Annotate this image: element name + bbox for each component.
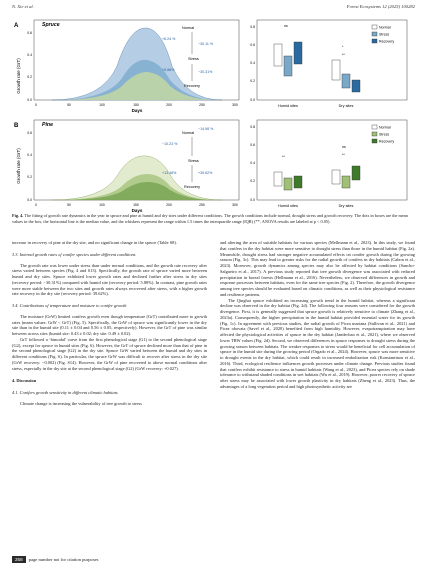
group-dry-b: Dry sites bbox=[338, 204, 354, 208]
svg-text:Recovery: Recovery bbox=[379, 39, 395, 44]
subsection-heading: 3.3. Internal growth rates of conifer species under different conditions bbox=[12, 251, 136, 257]
phase-stress-b: Stress bbox=[188, 159, 199, 163]
x-ticks-b bbox=[35, 203, 238, 207]
svg-text:0.4: 0.4 bbox=[27, 153, 32, 157]
figure-caption bbox=[12, 213, 415, 224]
phase-stress-a: Stress bbox=[188, 57, 199, 61]
svg-text:Recovery: Recovery bbox=[379, 139, 395, 144]
svg-text:Normal: Normal bbox=[379, 125, 391, 130]
header-authors: N. Xie et al. bbox=[12, 4, 34, 9]
right-column bbox=[220, 240, 415, 390]
running-header bbox=[12, 4, 415, 14]
svg-text:0.6: 0.6 bbox=[27, 131, 32, 135]
paragraph: Climate change is increasing the vulnerability of tree growth to stress bbox=[20, 400, 142, 406]
svg-text:Stress: Stress bbox=[379, 132, 390, 137]
x-axis-label-a: Days bbox=[131, 108, 143, 113]
svg-text:0.4: 0.4 bbox=[27, 53, 32, 57]
svg-text:50: 50 bbox=[67, 103, 71, 107]
x-axis-label-b: Days bbox=[131, 208, 143, 213]
svg-text:150: 150 bbox=[133, 103, 139, 107]
svg-text:0: 0 bbox=[35, 203, 37, 207]
caption-label: Fig. 4. bbox=[12, 213, 24, 218]
paragraph: and altering the area of suitable habitats for various species (Mellmann et al., 2023). In this study, we found that conifers in the dry habitat were more sensitive to drought stress than those in the humid habitat (Fig. 2a). Meanwhile, drought stress had stronger negative accumulated effects on conifer growth during the growing season (Fig. 3c). This may lead to greater risks for the radial growth of conifers in dry habitats (Cabon et al., 2023). Moreover, growth dynamics among species may also be affected by habitat conditions (Sancho-Salgueiro et al., 2017). A previous study reported that tree growth divergence was associated with reduced precipitation in boreal forests (Hellmann et al., 2016). Nevertheless, we observed differences in growth and response processes between habitats, even for the same tree species (Fig. 2). Therefore, the growth divergence among tree species should be evaluated based on climatic conditions, as well as their physiological resistance and resilience patterns. bbox=[220, 240, 415, 297]
svg-text:0.2: 0.2 bbox=[250, 179, 255, 183]
svg-text:0.8: 0.8 bbox=[250, 25, 255, 29]
svg-text:100: 100 bbox=[99, 203, 105, 207]
svg-text:0.2: 0.2 bbox=[250, 79, 255, 83]
right-label-1-a: −30.11 % bbox=[198, 42, 214, 46]
left-column bbox=[12, 240, 207, 407]
paragraph: The moisture (GrW) limited conifers growth even though temperature (GrT) contributed more to growth rates (mean values: GrW < GrT) (Fig. 5). Specifically, the GrW of spruce was significantly lower in the dry site than in the humid site (0.11 ± 0.04 and 0.56 ± 0.05, respectively). However, the GrT of pine was similar between across sites (humid site: 0.43 ± 0.02; dry site: 0.49 ± 0.02). bbox=[12, 313, 207, 336]
page-footer bbox=[12, 555, 98, 563]
box-humid-normal-a bbox=[274, 44, 282, 66]
paragraph: GrT followed a ‘bimodal’ curve from the first phenological stage (G1) to the second phenological stage (G2), except for spruce in humid sites (Fig. 6). However, the GrT of spruce declined more than that of pine in the second phenological stage (G2) in the dry site. Spruce GrW varied between the humid and dry sites in different conditions (Fig. 6). In particular, the spruce GrW was difficult to recover after stress in the dry site (GrW recovery: −0.002) (Fig. S14). However, the GrW of pine recovered to above normal conditions after stress, especially in the dry site at the second phenological stage (G2) (GrW recovery: +0.027). bbox=[12, 336, 207, 371]
svg-text:0.0: 0.0 bbox=[250, 198, 255, 202]
right-label-2-b: +39.62% bbox=[198, 171, 213, 175]
panel-letter-a: A bbox=[14, 23, 19, 29]
svg-text:0.2: 0.2 bbox=[27, 75, 32, 79]
phase-recovery-b: Recovery bbox=[184, 185, 201, 189]
left-label-1-a: +6.24 % bbox=[162, 37, 176, 41]
svg-text:0: 0 bbox=[35, 103, 37, 107]
svg-text:100: 100 bbox=[99, 103, 105, 107]
species-label-b: Pine bbox=[42, 122, 53, 128]
left-label-2-b: +13.48% bbox=[162, 171, 177, 175]
caption-text: The fitting of growth rate dynamics in the year in spruce and pine at humid and dry sites under different conditions. The growth conditions include normal, drought stress and growth recovery. The dots in boxes are the mean values in the box, the horizontal line is the median value, and the whiskers represent the range within 1.5 times the interquartile range (IQR) (**, ANOVA results are labeled at p < 0.05). bbox=[12, 213, 408, 224]
svg-text:Normal: Normal bbox=[379, 25, 391, 30]
sig-b-2: ns bbox=[342, 145, 346, 149]
phase-recovery-a: Recovery bbox=[184, 84, 201, 88]
left-label-1-b: −10.23 % bbox=[162, 142, 178, 146]
paragraph: The Qinghai spruce exhibited an increasing growth trend in the humid habitat, whereas a significant decline was observed in the dry habitat (Fig. 2d). The following four reasons were considered for the growth divergence. First, it is generally suggested that spruce growth is relatively sensitive to climate (Zhang et al., 2023a). Consequently, the higher precipitation in the humid habitat provided essential water for its growth (Fig. 1c). In agreement with previous studies, the radial growth of Picea mariana (Sullivan et al., 2021) and Picea obovata (Savel et al., 2020) benefited from high humidity. However, evapotranspiration may have affected the physiological activities of spruce in the dry habitat (Jandechao et al., 2021), where we observed lower TRW values (Fig. 2d). Second, we observed differences in spruce responses to drought stress during the growing season between habitats. The weaker responses to stress would be beneficial for cell accumulation of spruce in the humid site during the growing period (Orgado et al., 2024). However, spruce was more sensitive to drought events in the dry habitat, which could result in increased embolization risk (Konstantinou et al., 2016). Third, ecological resilience influences growth processes under climate change. Previous studies found that conifers exhibit resistance to stress in humid habitats (Wang et al., 2023), and Picea species rely on shade tolerance to withstand shaded conditions in wet habitats (Wu et al., 2019). However, poorer recovery of spruce after stress may be associated with lower growth plasticity in dry habitats (Zheng et al., 2023). Thus, the advantages of a long vegetation period and high photosynthetic activity are bbox=[220, 297, 415, 389]
box-dry-recovery-a bbox=[352, 80, 360, 92]
sig-b-3: ** bbox=[342, 153, 345, 157]
footer-note: page number not for citation purposes bbox=[28, 556, 99, 562]
svg-text:250: 250 bbox=[199, 203, 205, 207]
box-humid-stress-a bbox=[284, 56, 292, 76]
box-dry-stress-b bbox=[342, 176, 350, 188]
x-ticks-a bbox=[35, 103, 238, 107]
page-number: 258 bbox=[12, 556, 26, 563]
box-humid-stress-b bbox=[284, 178, 292, 190]
svg-text:200: 200 bbox=[166, 203, 172, 207]
box-humid-normal-b bbox=[274, 172, 282, 186]
svg-text:0.6: 0.6 bbox=[250, 43, 255, 47]
right-label-1-b: −14.98 % bbox=[198, 127, 214, 131]
paragraph: The growth rate was lower under stress than under normal conditions, and the growth rate recovery after stress varied between species (Fig. 4 and S13). Specifically, the growth rate of spruce varied more between humid and dry sites. Spruce exhibited lower growth rates and declined further after stress in dry sites (recovery period: −30.31%) compared with humid site (recovery period: 5.88%). In contrast, pine growth rates were more stable between the two sites and growth rates always recovered after stress, with a higher growth rate recovery in the dry site (recovery period: 39.62%). bbox=[12, 262, 207, 297]
left-label-2-a: +5.88% bbox=[162, 68, 175, 72]
panel-a bbox=[14, 20, 407, 113]
box-y-ticks-a bbox=[250, 25, 255, 102]
svg-text:0.4: 0.4 bbox=[250, 61, 255, 65]
legend-b bbox=[372, 125, 394, 144]
box-humid-recovery-a bbox=[294, 42, 302, 64]
svg-text:0.6: 0.6 bbox=[27, 31, 32, 35]
subsection-heading: 4.1. Conifers growth sensitivity in different climatic habitats bbox=[12, 390, 118, 395]
box-y-ticks-b bbox=[250, 125, 255, 202]
header-journal: Forest Ecosystems 12 (2025) 100282 bbox=[346, 4, 415, 9]
y-ticks-b bbox=[27, 131, 32, 202]
box-humid-recovery-b bbox=[294, 176, 302, 188]
svg-text:300: 300 bbox=[232, 203, 238, 207]
phase-normal-b: Normal bbox=[182, 131, 195, 135]
phase-normal-a: Normal bbox=[182, 26, 195, 30]
figure-4 bbox=[12, 16, 415, 216]
svg-text:250: 250 bbox=[199, 103, 205, 107]
sig-b-1: ** bbox=[282, 155, 285, 159]
box-dry-stress-a bbox=[342, 74, 350, 88]
group-humid-b: Humid sites bbox=[278, 204, 298, 208]
panel-b bbox=[14, 120, 407, 213]
panel-letter-b: B bbox=[14, 123, 19, 129]
svg-text:0.0: 0.0 bbox=[27, 198, 32, 202]
species-label-a: Spruce bbox=[42, 22, 60, 28]
box-dry-recovery-b bbox=[352, 166, 360, 180]
paragraph: increase in recovery of pine at the dry site, and no significant change in the spruce (Table S8). bbox=[12, 240, 177, 245]
svg-text:Stress: Stress bbox=[379, 32, 390, 37]
svg-text:50: 50 bbox=[67, 203, 71, 207]
section-heading: 4. Discussion bbox=[12, 378, 37, 384]
box-dry-normal-b bbox=[332, 170, 340, 184]
svg-text:150: 150 bbox=[133, 203, 139, 207]
right-label-2-a: −30.31% bbox=[198, 70, 213, 74]
y-axis-label-b: Growth rate (GrT) bbox=[16, 148, 21, 184]
svg-text:0.0: 0.0 bbox=[27, 98, 32, 102]
svg-text:300: 300 bbox=[232, 103, 238, 107]
group-dry-a: Dry sites bbox=[338, 104, 354, 108]
svg-text:200: 200 bbox=[166, 103, 172, 107]
sig-a-1: ns bbox=[284, 24, 288, 28]
y-axis-label-a: Growth rate (GrT) bbox=[16, 58, 21, 94]
y-ticks-a bbox=[27, 31, 32, 102]
subsection-heading: 3.4. Contributions of temperature and moisture to conifer growth bbox=[12, 303, 127, 308]
svg-text:0.6: 0.6 bbox=[250, 143, 255, 147]
svg-text:0.0: 0.0 bbox=[250, 98, 255, 102]
sig-a-3: ** bbox=[342, 53, 345, 57]
box-dry-normal-a bbox=[332, 60, 340, 80]
legend-a bbox=[372, 25, 394, 44]
svg-text:0.8: 0.8 bbox=[250, 125, 255, 129]
group-humid-a: Humid sites bbox=[278, 104, 298, 108]
sig-a-2: * bbox=[342, 45, 344, 49]
svg-text:0.4: 0.4 bbox=[250, 161, 255, 165]
svg-text:0.2: 0.2 bbox=[27, 175, 32, 179]
